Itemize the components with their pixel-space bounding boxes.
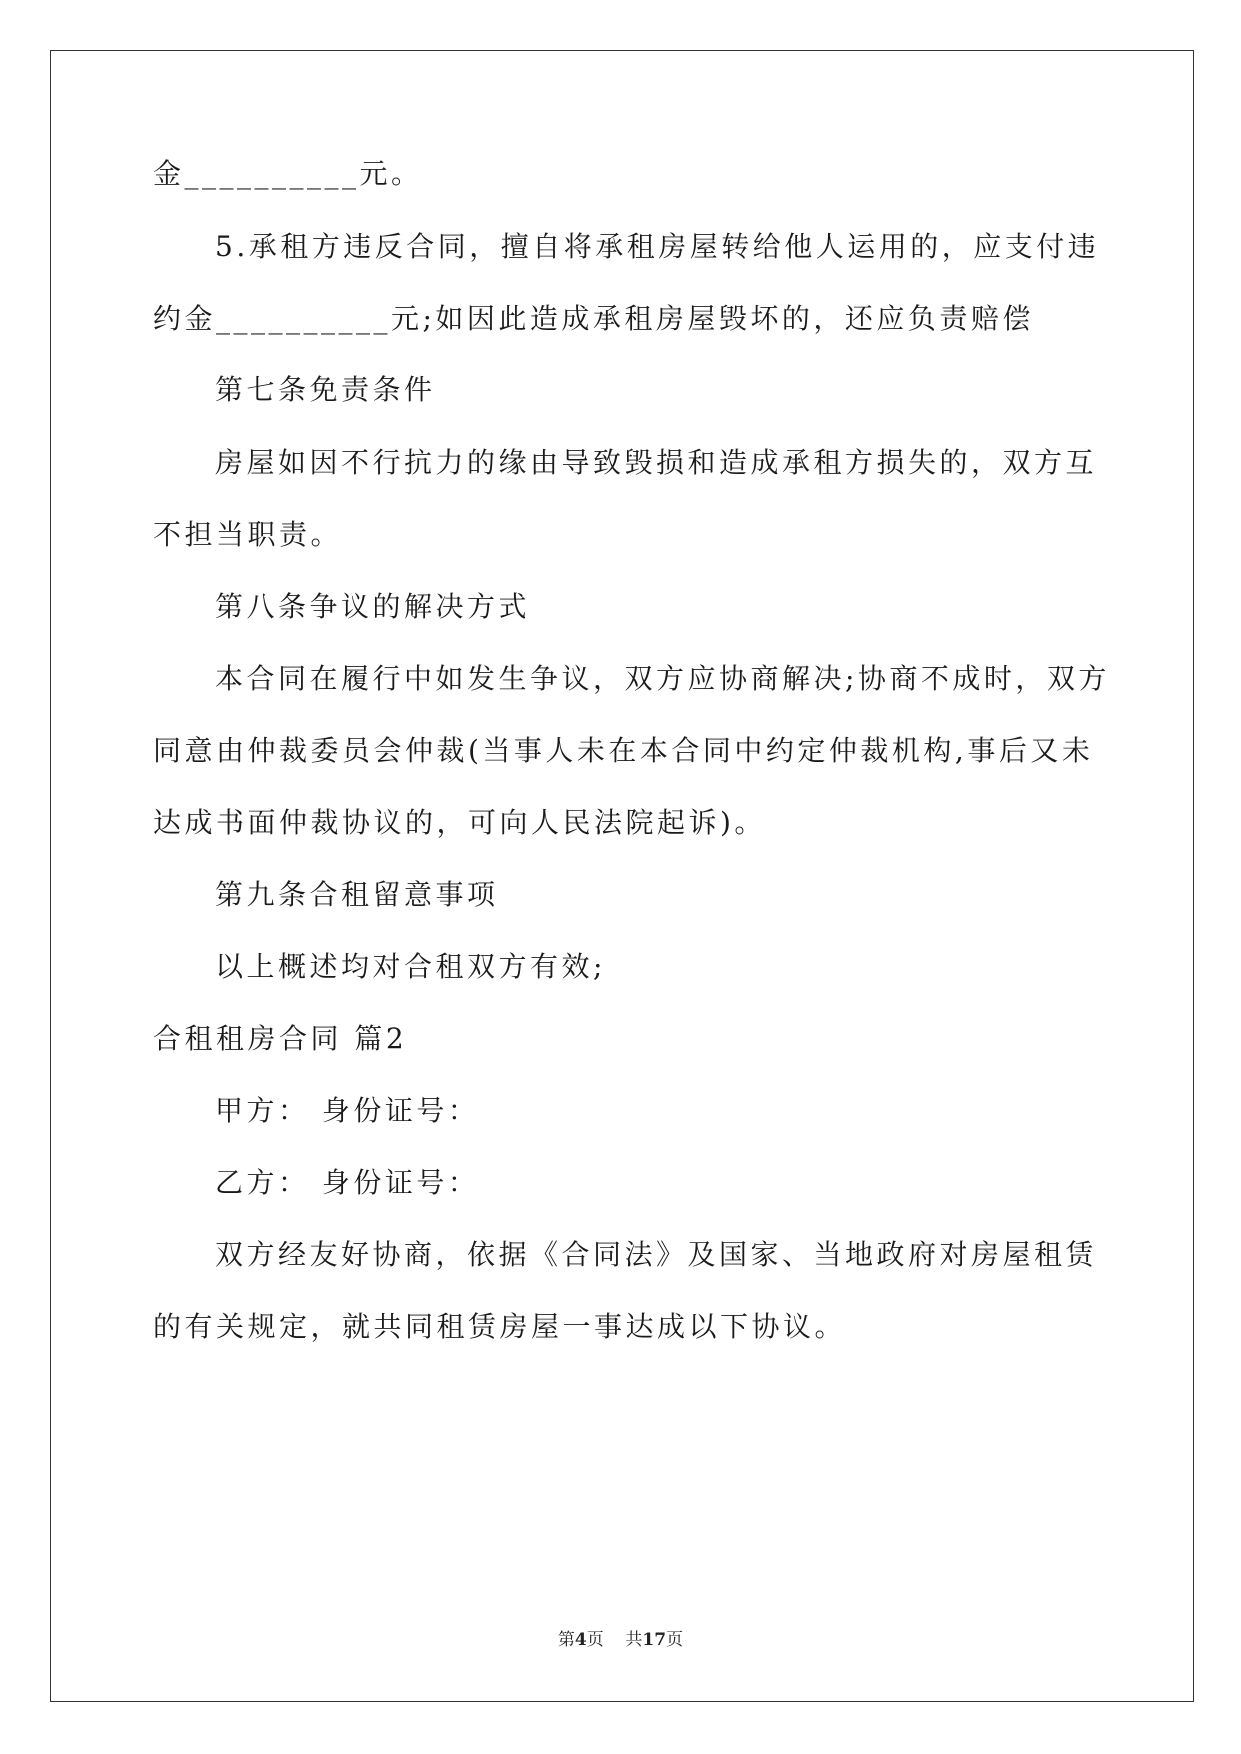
footer-mid: 页 共 (586, 1630, 643, 1650)
footer-suffix: 页 (666, 1630, 684, 1650)
current-page-number: 4 (574, 1630, 587, 1650)
article-title: 合租租房合同 篇2 (153, 1022, 408, 1055)
party-a-line: 甲方： 身份证号： (215, 1094, 480, 1127)
section-heading-8: 第八条争议的解决方式 (215, 590, 531, 623)
text-line-1: 金__________元。 (153, 157, 423, 190)
text-line-8: 本合同在履行中如发生争议，双方应协商解决;协商不成时，双方 (215, 662, 1110, 695)
section-heading-9: 第九条合租留意事项 (215, 878, 499, 911)
total-page-number: 17 (642, 1630, 667, 1650)
text-line-10: 达成书面仲裁协议的，可向人民法院起诉)。 (153, 806, 766, 839)
text-line-3: 约金__________元;如因此造成承租房屋毁坏的，还应负责赔偿 (153, 302, 1034, 335)
section-heading-7: 第七条免责条件 (215, 373, 436, 406)
party-b-line: 乙方： 身份证号： (215, 1166, 480, 1199)
text-line-5: 房屋如因不行抗力的缘由导致毁损和造成承租方损失的，双方互 (215, 446, 1098, 479)
text-line-12: 以上概述均对合租双方有效; (215, 950, 606, 983)
text-line-6: 不担当职责。 (153, 518, 343, 551)
page-footer (0, 1628, 1241, 1652)
text-line-2: 5.承租方违反合同，擅自将承租房屋转给他人运用的，应支付违 (215, 230, 1100, 263)
footer-prefix: 第 (557, 1630, 575, 1650)
text-line-16: 双方经友好协商，依据《合同法》及国家、当地政府对房屋租赁 (215, 1238, 1098, 1271)
text-line-17: 的有关规定，就共同租赁房屋一事达成以下协议。 (153, 1310, 847, 1343)
text-line-9: 同意由仲裁委员会仲裁(当事人未在本合同中约定仲裁机构,事后又未 (153, 734, 1094, 767)
